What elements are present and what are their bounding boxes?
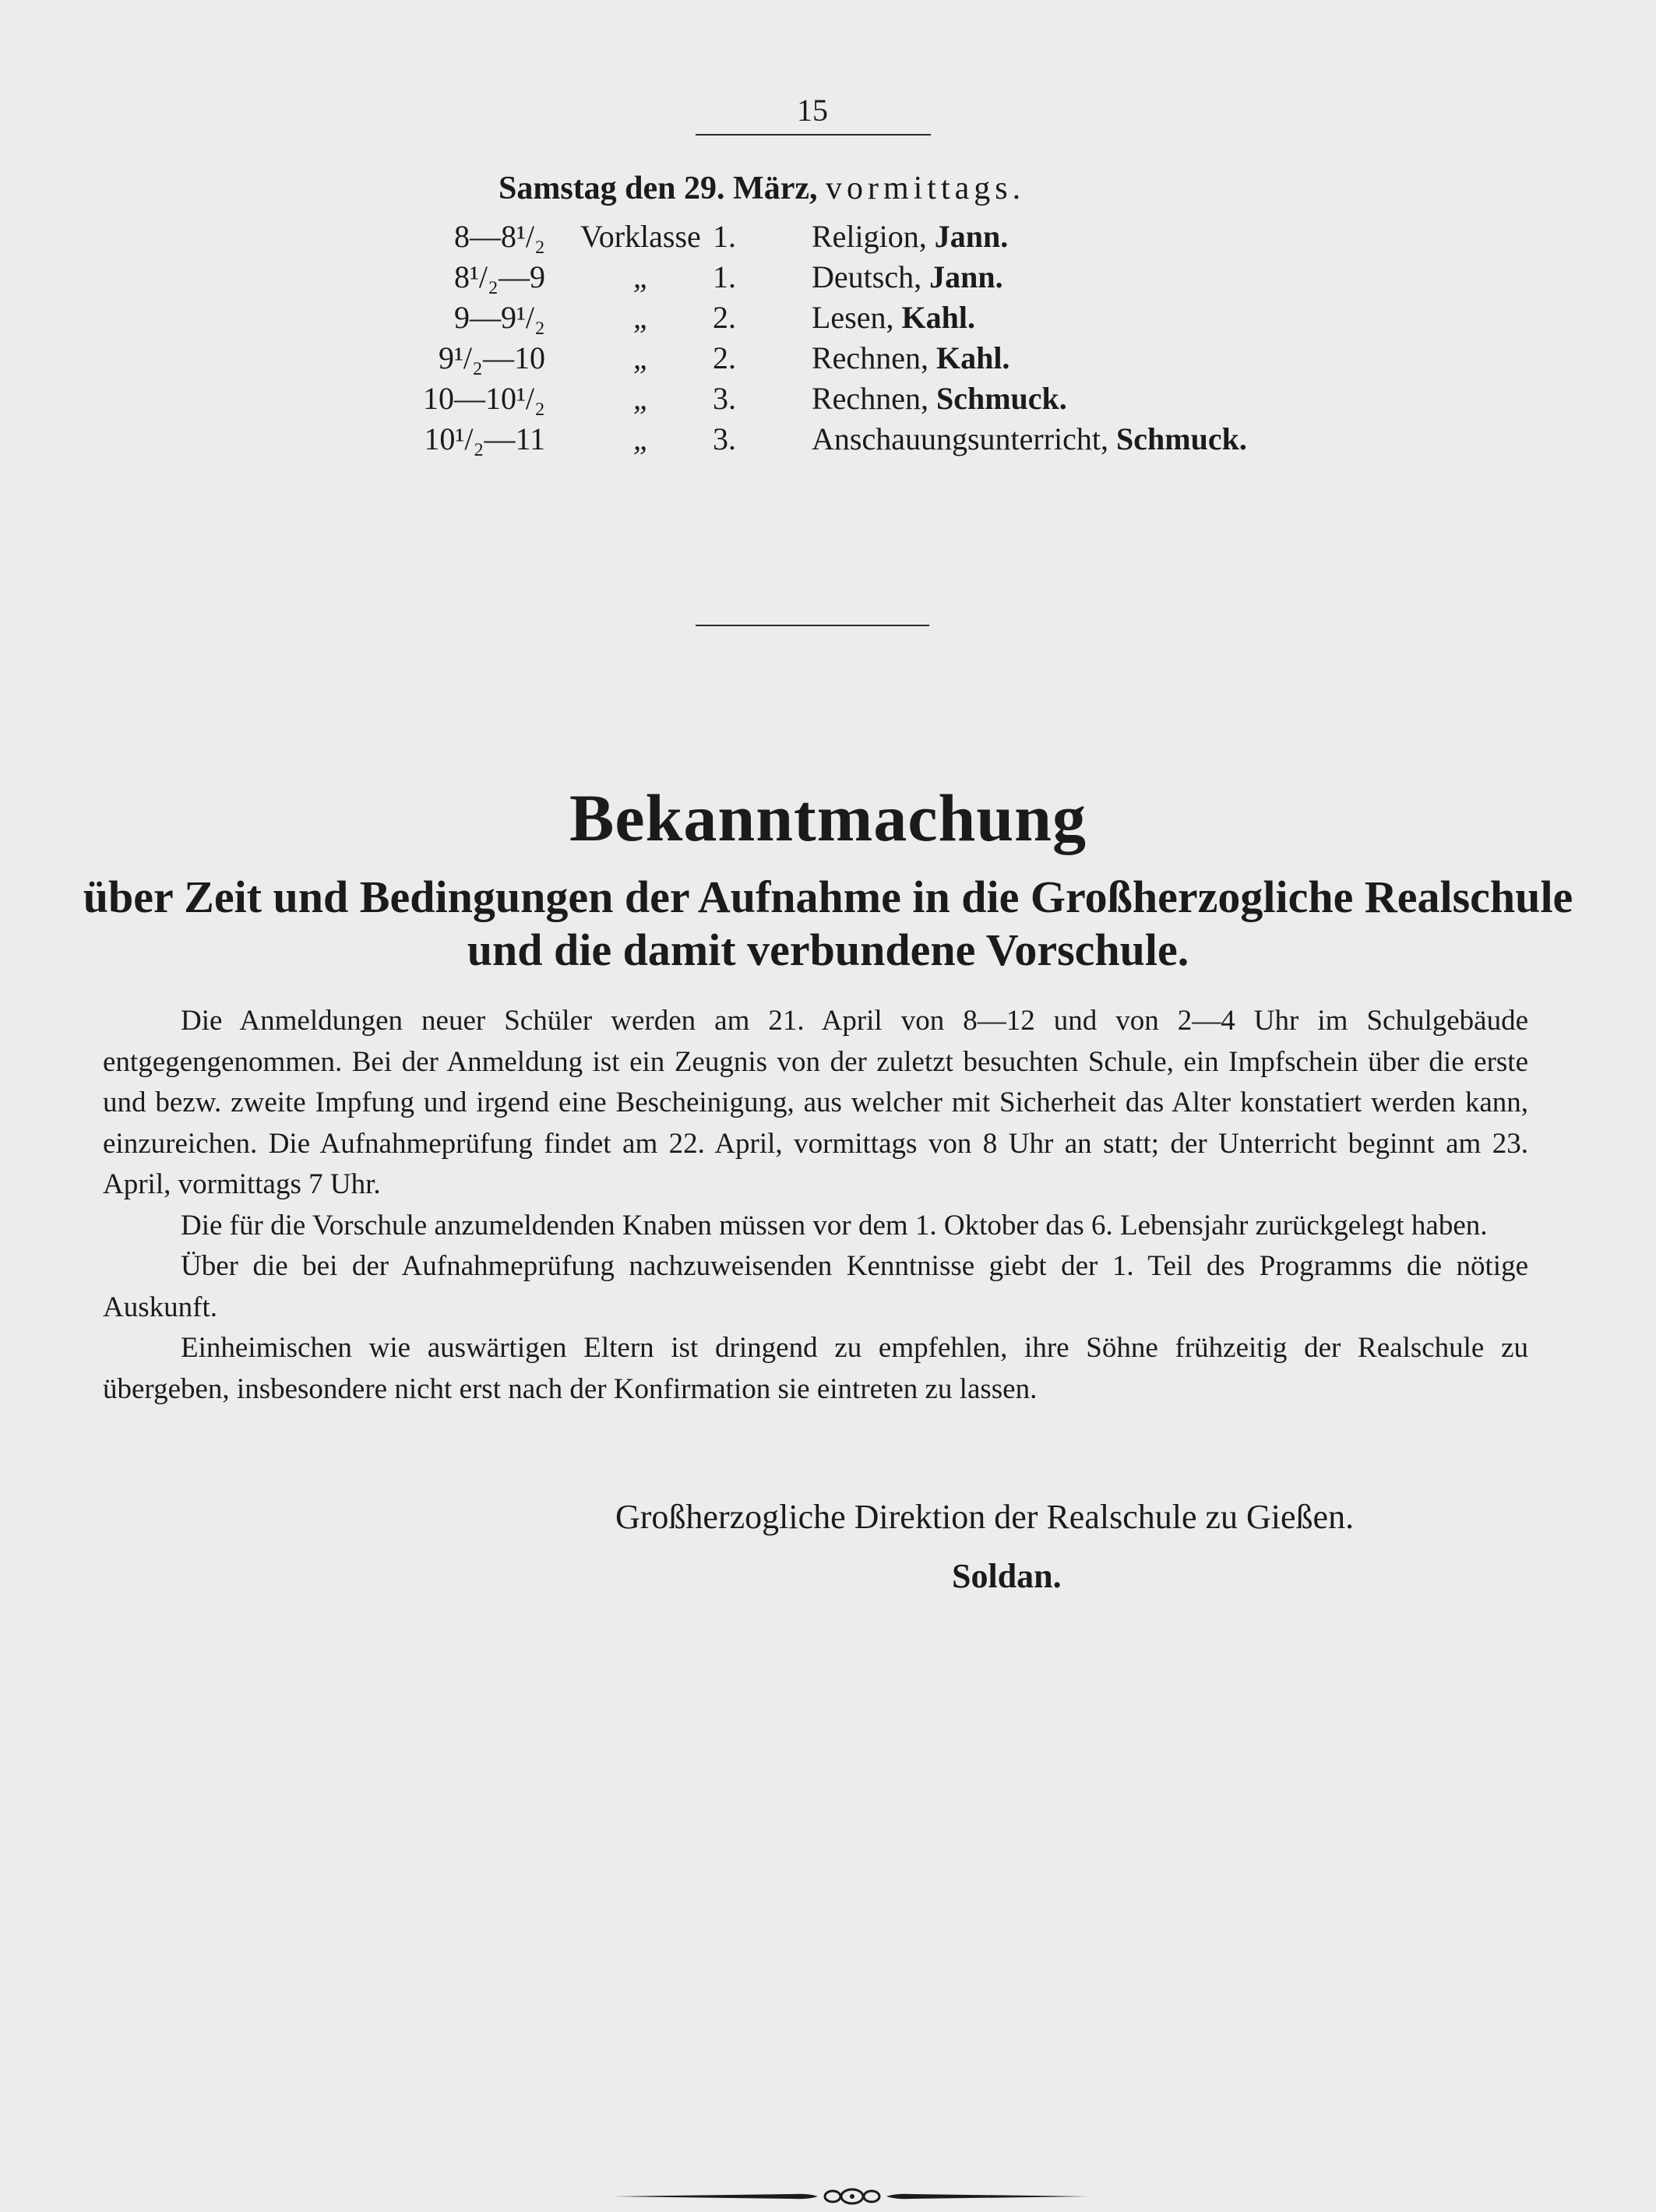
day-heading-month: März, xyxy=(733,171,818,206)
schedule-time: 8—8¹/₂ xyxy=(453,219,545,254)
day-heading-day: Samstag den 29. xyxy=(499,171,725,206)
schedule-subject-name: Rechnen, xyxy=(812,340,928,375)
announcement-subtitle-line-1: über Zeit und Bedingungen der Aufnahme in die Großherzogliche Realschule xyxy=(83,872,1573,922)
signature-name: Soldan. xyxy=(952,1557,1062,1595)
day-heading xyxy=(499,170,1025,207)
schedule-subject xyxy=(812,218,1008,255)
day-heading-time-of-day: vormittags. xyxy=(825,171,1026,206)
schedule-class-number: 3. xyxy=(713,381,736,416)
signature-authority: Großherzogliche Direktion der Realschule zu Gießen. xyxy=(615,1498,1355,1536)
schedule-subject xyxy=(812,380,1067,417)
schedule-class-number: 1. xyxy=(713,219,736,254)
paragraph-registration: Die Anmeldungen neuer Schüler werden am 21. April von 8—12 und von 2—4 Uhr im Schulgebäude entgegengenommen. Bei der Anmeldung ist ein Zeugnis von der zuletzt besuchten Schule, ein Impfschein über die erste und bezw. zweite Impfung und irgend eine Bescheinigung, aus welcher mit Sicherheit das Alter konstatiert werden kann, einzureichen. Die Aufnahmeprüfung findet am 22. April, vormittags von 8 Uhr an statt; der Unterricht beginnt am 23. April, vormittags 7 Uhr. xyxy=(103,1005,1528,1200)
schedule-class-number: 3. xyxy=(713,421,736,456)
schedule-time: 10¹/₂—11 xyxy=(424,421,545,456)
schedule-subject-name: Anschauungsunterricht, xyxy=(812,421,1109,456)
schedule-class: Vorklasse xyxy=(580,219,701,254)
schedule-teacher: Kahl. xyxy=(901,300,975,335)
paragraph-required-knowledge: Über die bei der Aufnahmeprüfung nachzuweisenden Kenntnisse giebt der 1. Teil des Programms die nötige Auskunft. xyxy=(103,1250,1528,1323)
schedule-class-number: 1. xyxy=(713,259,736,294)
schedule-row xyxy=(0,421,1656,461)
announcement-subtitle-line-2: und die damit verbundene Vorschule. xyxy=(467,925,1189,975)
schedule-class-number: 2. xyxy=(713,340,736,375)
end-ornament-icon xyxy=(614,2181,1090,2212)
schedule-class-number: 2. xyxy=(713,300,736,335)
schedule-teacher: Kahl. xyxy=(935,340,1010,375)
section-divider xyxy=(696,625,929,626)
schedule-subject-name: Religion, xyxy=(812,219,927,254)
schedule-time: 8¹/₂—9 xyxy=(453,259,545,294)
schedule-subject xyxy=(812,259,1003,295)
schedule-time: 9¹/₂—10 xyxy=(438,340,545,375)
schedule-ditto-mark: „ xyxy=(632,259,650,294)
announcement-title: Bekanntmachung xyxy=(569,780,1087,855)
schedule-time: 10—10¹/₂ xyxy=(422,381,545,416)
schedule-ditto-mark: „ xyxy=(632,340,650,375)
schedule-subject xyxy=(812,340,1009,376)
schedule-teacher: Schmuck. xyxy=(1116,421,1247,456)
schedule-ditto-mark: „ xyxy=(632,381,650,416)
schedule-ditto-mark: „ xyxy=(632,300,650,335)
schedule-subject-name: Deutsch, xyxy=(812,259,922,294)
schedule-teacher: Schmuck. xyxy=(935,381,1067,416)
schedule-time: 9—9¹/₂ xyxy=(453,300,545,335)
schedule-ditto-mark: „ xyxy=(632,421,650,456)
schedule-row xyxy=(0,218,1656,259)
schedule-subject xyxy=(812,299,975,336)
schedule-row xyxy=(0,380,1656,421)
schedule-row xyxy=(0,340,1656,380)
top-divider xyxy=(696,134,931,136)
schedule-row xyxy=(0,299,1656,340)
schedule-subject-name: Lesen, xyxy=(812,300,894,335)
announcement-body xyxy=(103,1001,1528,1410)
schedule-teacher: Jann. xyxy=(929,259,1003,294)
page-number: 15 xyxy=(797,93,828,128)
schedule-subject-name: Rechnen, xyxy=(812,381,928,416)
paragraph-preschool-age: Die für die Vorschule anzumeldenden Knaben müssen vor dem 1. Oktober das 6. Lebensjahr zurückgelegt haben. xyxy=(181,1209,1488,1242)
paragraph-recommendation: Einheimischen wie auswärtigen Eltern ist dringend zu empfehlen, ihre Söhne frühzeitig der Realschule zu übergeben, insbesondere nicht erst nach der Konfirmation sie eintreten zu lassen. xyxy=(103,1332,1528,1405)
schedule-row xyxy=(0,259,1656,299)
schedule-teacher: Jann. xyxy=(934,219,1009,254)
schedule-subject xyxy=(812,421,1247,457)
